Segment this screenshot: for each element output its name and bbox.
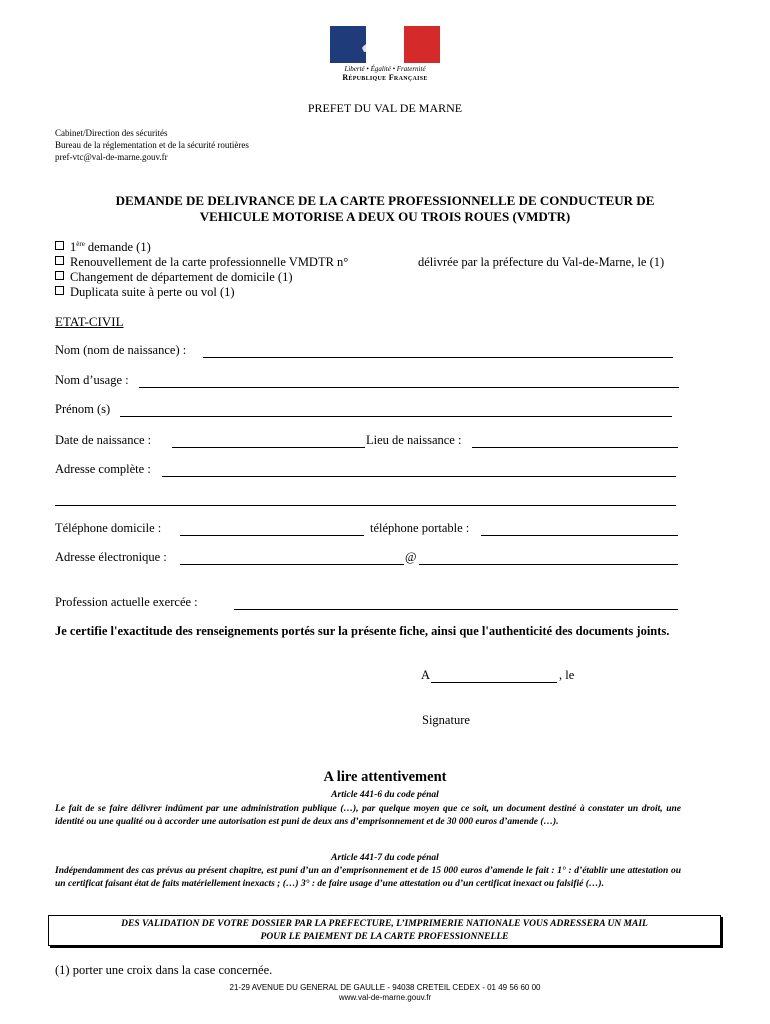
lieu-naissance-field[interactable] [472, 447, 678, 448]
title-line-1: DEMANDE DE DELIVRANCE DE LA CARTE PROFESSIONNELLE DE CONDUCTEUR DE [115, 193, 655, 208]
marianne-icon [330, 26, 440, 63]
renewal-prefecture-text: délivrée par la préfecture du Val-de-Marne, le (1) [418, 255, 665, 269]
republique-francaise: République Française [342, 73, 428, 82]
prenom-field[interactable] [120, 416, 672, 417]
email-field-user[interactable] [180, 564, 404, 565]
signature-place-label: A [421, 668, 431, 682]
adresse-field-line-2[interactable] [55, 505, 676, 506]
checkbox-icon[interactable] [55, 241, 64, 250]
date-naissance-label: Date de naissance : [55, 433, 152, 447]
certification-statement: Je certifie l'exactitude des renseignements portés sur la présente fiche, ainsi que l'authenticité des documents joints. [55, 624, 670, 638]
email-field-domain[interactable] [419, 564, 678, 565]
cabinet-email: pref-vtc@val-de-marne.gouv.fr [55, 152, 168, 162]
article-441-6-title: Article 441-6 du code pénal [331, 790, 439, 800]
cabinet-line-2: Bureau de la réglementation et de la sécurité routières [55, 140, 249, 150]
signature-date-label: , le [559, 668, 575, 682]
email-label: Adresse électronique : [55, 550, 167, 564]
nom-label: Nom (nom de naissance) : [55, 343, 187, 357]
article-441-6-text: Le fait de se faire délivrer indûment par une administration publique (…), par quelque moyen que ce soit, un document destiné à constater un droit, une identité ou une qualité ou à accorder une autorisation est puni de deux ans d’emprisonnement et de 30 000 euros d’amende (…). [55, 804, 681, 827]
profession-label: Profession actuelle exercée : [55, 595, 198, 609]
checkbox-icon[interactable] [55, 256, 64, 265]
legal-heading: A lire attentivement [323, 769, 447, 785]
checkbox-icon[interactable] [55, 286, 64, 295]
telephone-domicile-field[interactable] [180, 535, 364, 536]
adresse-label: Adresse complète : [55, 462, 151, 476]
date-naissance-field[interactable] [172, 447, 365, 448]
title-line-2: VEHICULE MOTORISE A DEUX OU TROIS ROUES (VMDTR) [199, 209, 571, 224]
lieu-naissance-label: Lieu de naissance : [366, 433, 462, 447]
telephone-portable-label: téléphone portable : [370, 521, 470, 535]
checkbox-renewal[interactable]: Renouvellement de la carte professionnelle VMDTR n° [55, 255, 348, 270]
footnote: (1) porter une croix dans la case concernée. [55, 963, 273, 977]
article-441-7-title: Article 441-7 du code pénal [331, 853, 439, 863]
checkbox-change-department[interactable]: Changement de département de domicile (1) [55, 270, 293, 285]
marianne-logo [330, 26, 440, 82]
telephone-domicile-label: Téléphone domicile : [55, 521, 162, 535]
validation-notice [48, 915, 721, 946]
prenom-label: Prénom (s) [55, 402, 111, 416]
motto: Liberté • Égalité • Fraternité [344, 65, 426, 73]
checkbox-first-request[interactable]: 1ère demande (1) [55, 240, 151, 255]
checkbox-duplicate[interactable]: Duplicata suite à perte ou vol (1) [55, 285, 235, 300]
nom-usage-field[interactable] [139, 387, 679, 388]
etat-civil-heading: ETAT-CIVIL [55, 314, 124, 329]
cabinet-block [55, 127, 249, 163]
profession-field[interactable] [234, 609, 678, 610]
prefet-heading: PREFET DU VAL DE MARNE [307, 101, 463, 115]
notice-line-1: DES VALIDATION DE VOTRE DOSSIER PAR LA PREFECTURE, L’IMPRIMERIE NATIONALE VOUS ADRESSERA UN MAIL [121, 919, 648, 929]
signature-place-field[interactable] [431, 682, 557, 683]
checkbox-icon[interactable] [55, 271, 64, 280]
nom-usage-label: Nom d’usage : [55, 373, 129, 387]
at-sign: @ [405, 550, 417, 564]
signature-label: Signature [422, 713, 470, 727]
article-441-7-text: Indépendamment des cas prévus au présent chapitre, est puni d’un an d’emprisonnement et de 15 000 euros d’amende le fait : 1° : d’établir une attestation ou un certificat faisant état de faits matériellement inexacts ; (…) 3° : de faire usage d’une attestation ou d’un certificat inexact ou falsifié (…). [55, 866, 681, 889]
document-title [55, 193, 715, 225]
footer-website: www.val-de-marne.gouv.fr [338, 993, 432, 1002]
cabinet-line-1: Cabinet/Direction des sécurités [55, 128, 168, 138]
telephone-portable-field[interactable] [481, 535, 678, 536]
adresse-field[interactable] [162, 476, 676, 477]
nom-field[interactable] [203, 357, 673, 358]
notice-line-2: POUR LE PAIEMENT DE LA CARTE PROFESSIONNELLE [260, 932, 509, 942]
footer-address: 21-29 AVENUE DU GENERAL DE GAULLE - 94038 CRETEIL CEDEX - 01 49 56 60 00 [229, 983, 541, 992]
